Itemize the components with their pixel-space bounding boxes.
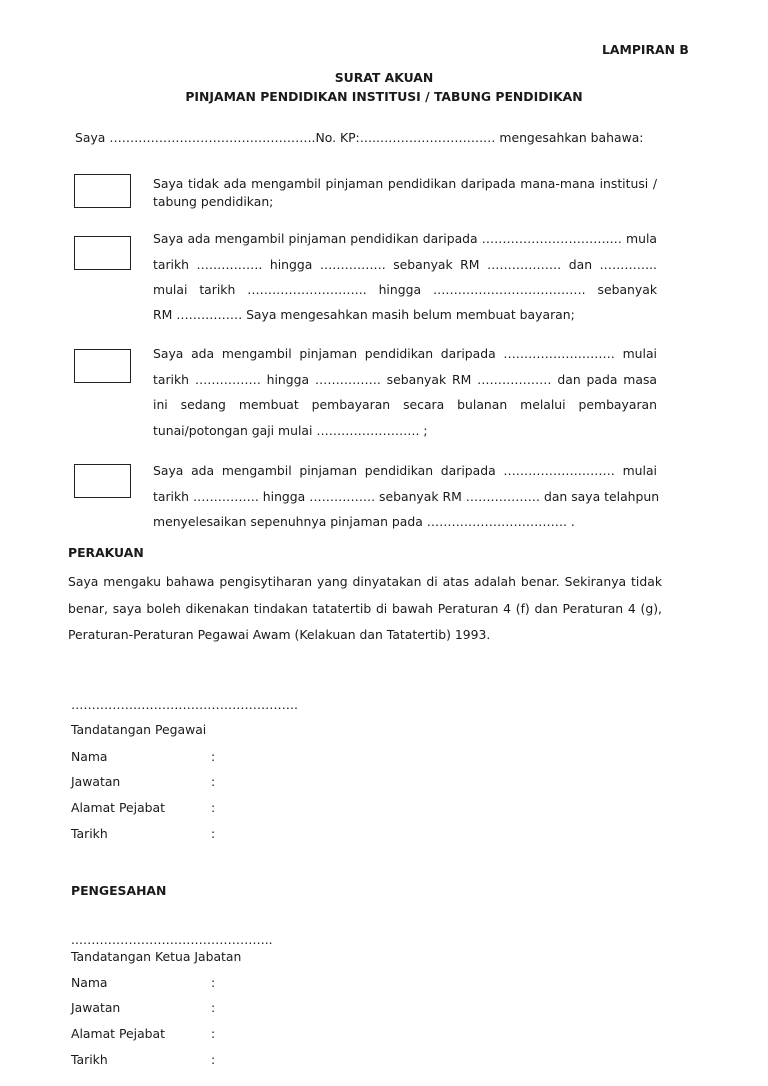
perakuan-line: Peraturan-Peraturan Pegawai Awam (Kelakuan dan Tatatertib) 1993.	[68, 627, 491, 642]
head-signature-label: Tandatangan Ketua Jabatan	[71, 949, 242, 964]
head-field-date-label: Tarikh	[71, 1052, 108, 1067]
option-3-line: ini sedang membuat pembayaran secara bulanan melalui pembayaran	[153, 397, 657, 412]
declarant-line: Saya …………………………………………..No. KP:…..…………………….… mengesahkan bahawa:	[75, 130, 644, 145]
option-3-checkbox[interactable]	[74, 349, 131, 383]
option-4-checkbox[interactable]	[74, 464, 131, 498]
perakuan-line: benar, saya boleh dikenakan tindakan tatatertib di bawah Peraturan 4 (f) dan Peraturan 4 (g),	[68, 601, 662, 616]
option-3-line: Saya ada mengambil pinjaman pendidikan daripada ……………………… mulai	[153, 346, 657, 361]
employee-field-name-colon: :	[211, 749, 216, 764]
head-field-address-label: Alamat Pejabat	[71, 1026, 165, 1041]
option-1-line: Saya tidak ada mengambil pinjaman pendidikan daripada mana-mana institusi /	[153, 176, 657, 191]
head-field-position-colon: :	[211, 1000, 216, 1015]
employee-field-date-colon: :	[211, 826, 216, 841]
head-field-name-label: Nama	[71, 975, 108, 990]
option-2-line: RM ……………. Saya mengesahkan masih belum membuat bayaran;	[153, 307, 575, 322]
head-field-position-label: Jawatan	[71, 1000, 121, 1015]
option-3-line: tunai/potongan gaji mulai ……………………. ;	[153, 423, 428, 438]
employee-field-position-colon: :	[211, 774, 216, 789]
option-4-line: Saya ada mengambil pinjaman pendidikan daripada ……………………… mulai	[153, 463, 657, 478]
employee-field-position-label: Jawatan	[71, 774, 121, 789]
option-2-line: Saya ada mengambil pinjaman pendidikan daripada ………………………….… mula	[153, 231, 657, 246]
option-1-line: tabung pendidikan;	[153, 194, 274, 209]
head-field-name-colon: :	[211, 975, 216, 990]
employee-signature-dots: ……………………………………………….	[71, 697, 298, 712]
perakuan-line: Saya mengaku bahawa pengisytiharan yang dinyatakan di atas adalah benar. Sekiranya tidak	[68, 574, 662, 589]
option-4-line: tarikh ……………. hingga ……………. sebanyak RM ……………… dan saya telahpun	[153, 489, 660, 504]
employee-field-address-colon: :	[211, 800, 216, 815]
employee-signature-label: Tandatangan Pegawai	[71, 722, 207, 737]
option-2-line: mulai tarikh ……………………….. hingga ………………………………. sebanyak	[153, 282, 657, 297]
option-3-line: tarikh ……………. hingga ……………. sebanyak RM ……………… dan pada masa	[153, 372, 657, 387]
employee-field-address-label: Alamat Pejabat	[71, 800, 165, 815]
employee-field-name-label: Nama	[71, 749, 108, 764]
head-field-date-colon: :	[211, 1052, 216, 1067]
document-subtitle: PINJAMAN PENDIDIKAN INSTITUSI / TABUNG PENDIDIKAN	[185, 89, 583, 104]
perakuan-heading: PERAKUAN	[68, 545, 144, 560]
document-title: SURAT AKUAN	[334, 70, 434, 85]
option-4-line: menyelesaikan sepenuhnya pinjaman pada ……………………………. .	[153, 514, 575, 529]
employee-field-date-label: Tarikh	[71, 826, 108, 841]
head-field-address-colon: :	[211, 1026, 216, 1041]
head-signature-dots: ..………………………………………..	[71, 932, 273, 947]
option-1-checkbox[interactable]	[74, 174, 131, 208]
option-2-line: tarikh ……………. hingga ……………. sebanyak RM ……………… dan …………..	[153, 257, 657, 272]
option-2-checkbox[interactable]	[74, 236, 131, 270]
appendix-label: LAMPIRAN B	[602, 42, 689, 57]
pengesahan-heading: PENGESAHAN	[71, 883, 167, 898]
